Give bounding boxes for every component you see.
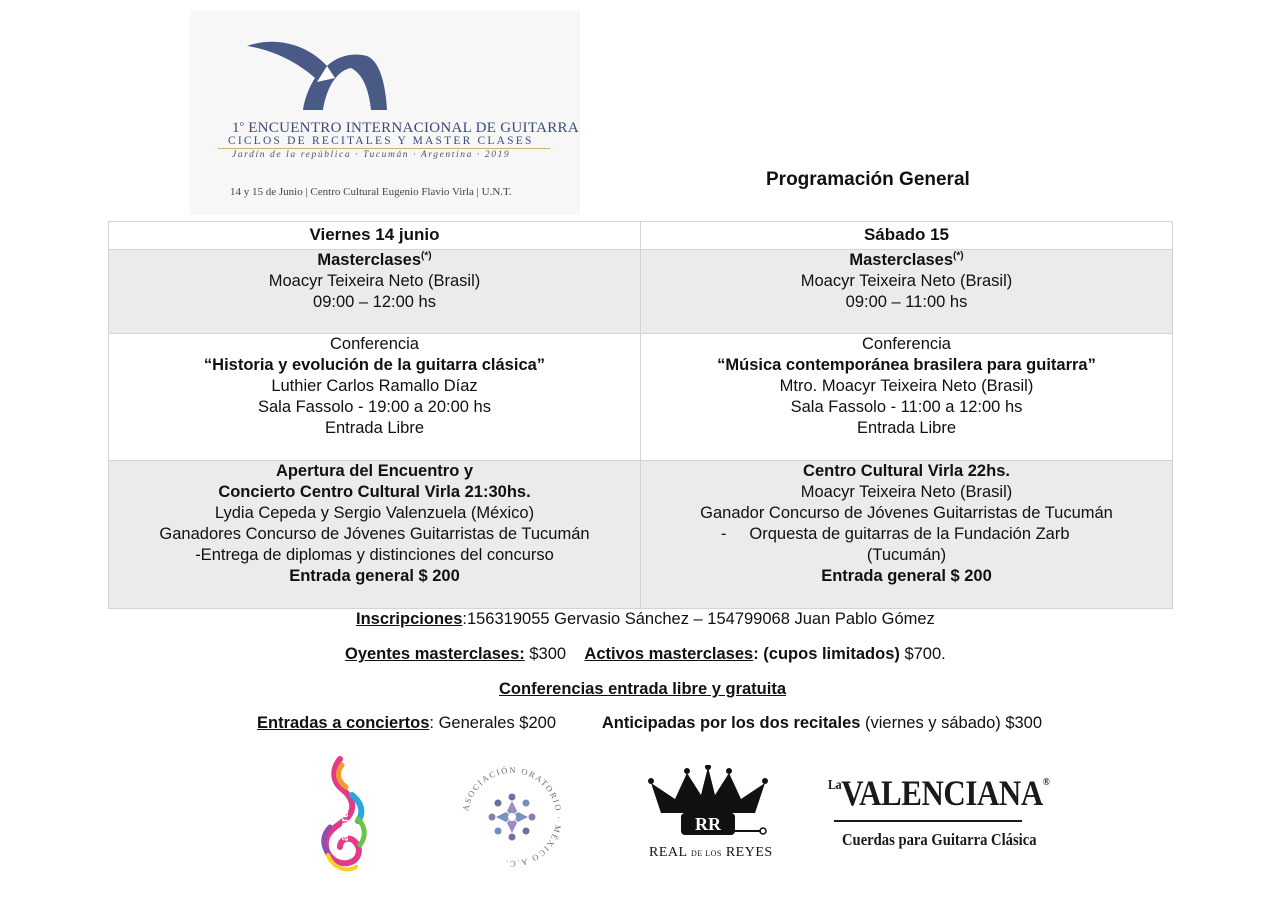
valenciana-tagline: Cuerdas para Guitarra Clásica xyxy=(842,830,1037,849)
masterclass-time: 09:00 – 12:00 hs xyxy=(313,293,436,311)
real-monogram: RR xyxy=(695,814,721,834)
event-logo-subtitle: CICLOS DE RECITALES Y MASTER CLASES xyxy=(228,135,534,147)
concert-title: Centro Cultural Virla 22hs. xyxy=(803,462,1010,480)
saturday-concert-cell xyxy=(641,461,1173,609)
la-valenciana-logo xyxy=(828,772,1050,862)
real-brand-name: REAL DE LOS REYES xyxy=(649,845,773,860)
conference-title: “Historia y evolución de la guitarra clásica” xyxy=(203,356,546,374)
advance-text: (viernes y sábado) $300 xyxy=(860,714,1043,732)
concert-line: (Tucumán) xyxy=(866,546,947,564)
bird-logo-icon xyxy=(245,38,390,113)
real-de-los-reyes-logo xyxy=(645,765,771,863)
header-friday: Viernes 14 junio xyxy=(109,222,641,250)
active-price: $700. xyxy=(899,645,946,663)
active-label: Activos masterclases xyxy=(584,645,754,663)
tickets-label: Entradas a conciertos xyxy=(257,714,430,732)
friday-concert-cell xyxy=(109,461,641,609)
valenciana-wordmark: $^{La}$VALENCIANA® xyxy=(828,773,1050,813)
concert-line: - Orquesta de guitarras de la Fundación Zarb xyxy=(721,525,1070,543)
table-header-row xyxy=(109,222,1173,250)
concert-line: Lydia Cepeda y Sergio Valenzuela (México) xyxy=(214,504,535,522)
concert-price: Entrada general $ 200 xyxy=(821,567,992,585)
friday-conference-cell xyxy=(109,334,641,461)
svg-text:ASOCIACIÓN ORATORIO · MÉXICO A: ASOCIACIÓN ORATORIO · MÉXICO A.C. xyxy=(460,765,564,869)
valenciana-divider xyxy=(834,820,1022,822)
registration-label: Inscripciones xyxy=(356,610,463,628)
event-logo-location: Jardín de la república · Tucumán · Argentina · 2019 xyxy=(232,150,511,160)
conference-entry: Entrada Libre xyxy=(856,419,957,437)
oratorio-logo xyxy=(460,765,564,869)
conference-title: “Música contemporánea brasilera para guitarra” xyxy=(717,356,1096,374)
table-row-conferences xyxy=(109,334,1173,461)
listeners-label: Oyentes masterclases: xyxy=(345,645,525,663)
event-logo-divider xyxy=(218,148,550,149)
conference-place: Sala Fassolo - 19:00 a 20:00 hs xyxy=(258,398,491,416)
advance-label: Anticipadas por los dos recitales xyxy=(601,714,861,732)
concert-line: Ganadores Concurso de Jóvenes Guitarristas de Tucumán xyxy=(159,525,590,543)
event-logo-title: 1$^o$ ENCUENTRO INTERNACIONAL DE GUITARRA xyxy=(232,119,579,136)
header-saturday: Sábado 15 xyxy=(641,222,1173,250)
masterclass-teacher: Moacyr Teixeira Neto (Brasil) xyxy=(800,272,1013,290)
masterclass-prices xyxy=(345,645,946,664)
conference-place: Sala Fassolo - 11:00 a 12:00 hs xyxy=(790,398,1023,416)
conferences-info: Conferencias entrada libre y gratuita xyxy=(499,680,787,698)
acorde-name: acorde xyxy=(339,804,351,841)
tickets-text: : Generales $200 xyxy=(429,714,556,732)
friday-masterclass-cell xyxy=(109,250,641,334)
registration-text: :156319055 Gervasio Sánchez – 154799068 Juan Pablo Gómez xyxy=(462,610,935,628)
concert-line: Moacyr Teixeira Neto (Brasil) xyxy=(800,483,1013,501)
saturday-conference-cell xyxy=(641,334,1173,461)
table-row-masterclasses xyxy=(109,250,1173,334)
conference-label: Conferencia xyxy=(330,335,419,353)
crown-icon xyxy=(645,765,771,845)
registration-info xyxy=(356,610,935,629)
event-logo-dates: 14 y 15 de Junio | Centro Cultural Eugenio Flavio Virla | U.N.T. xyxy=(230,186,512,198)
acorde-logo xyxy=(312,755,382,880)
table-row-concerts xyxy=(109,461,1173,609)
masterclass-teacher: Moacyr Teixeira Neto (Brasil) xyxy=(268,272,481,290)
concert-price: Entrada general $ 200 xyxy=(289,567,460,585)
concert-line: Ganador Concurso de Jóvenes Guitarristas de Tucumán xyxy=(700,504,1113,522)
listeners-price: $300 xyxy=(524,645,567,663)
concert-line: -Entrega de diplomas y distinciones del concurso xyxy=(195,546,554,564)
conference-label: Conferencia xyxy=(862,335,951,353)
conference-speaker: Luthier Carlos Ramallo Díaz xyxy=(271,377,478,395)
conference-entry: Entrada Libre xyxy=(324,419,425,437)
saturday-masterclass-cell xyxy=(641,250,1173,334)
concert-title: Apertura del Encuentro y xyxy=(275,462,474,480)
program-table xyxy=(108,221,1173,609)
masterclass-title: Masterclases(*) xyxy=(317,250,432,269)
active-note: : (cupos limitados) xyxy=(753,645,900,663)
page-title: Programación General xyxy=(766,169,970,190)
masterclass-title: Masterclases(*) xyxy=(849,250,964,269)
masterclass-time: 09:00 – 11:00 hs xyxy=(845,293,968,311)
conference-speaker: Mtro. Moacyr Teixeira Neto (Brasil) xyxy=(779,377,1034,395)
tickets-info xyxy=(257,714,1042,733)
concert-title: Concierto Centro Cultural Virla 21:30hs. xyxy=(218,483,531,501)
